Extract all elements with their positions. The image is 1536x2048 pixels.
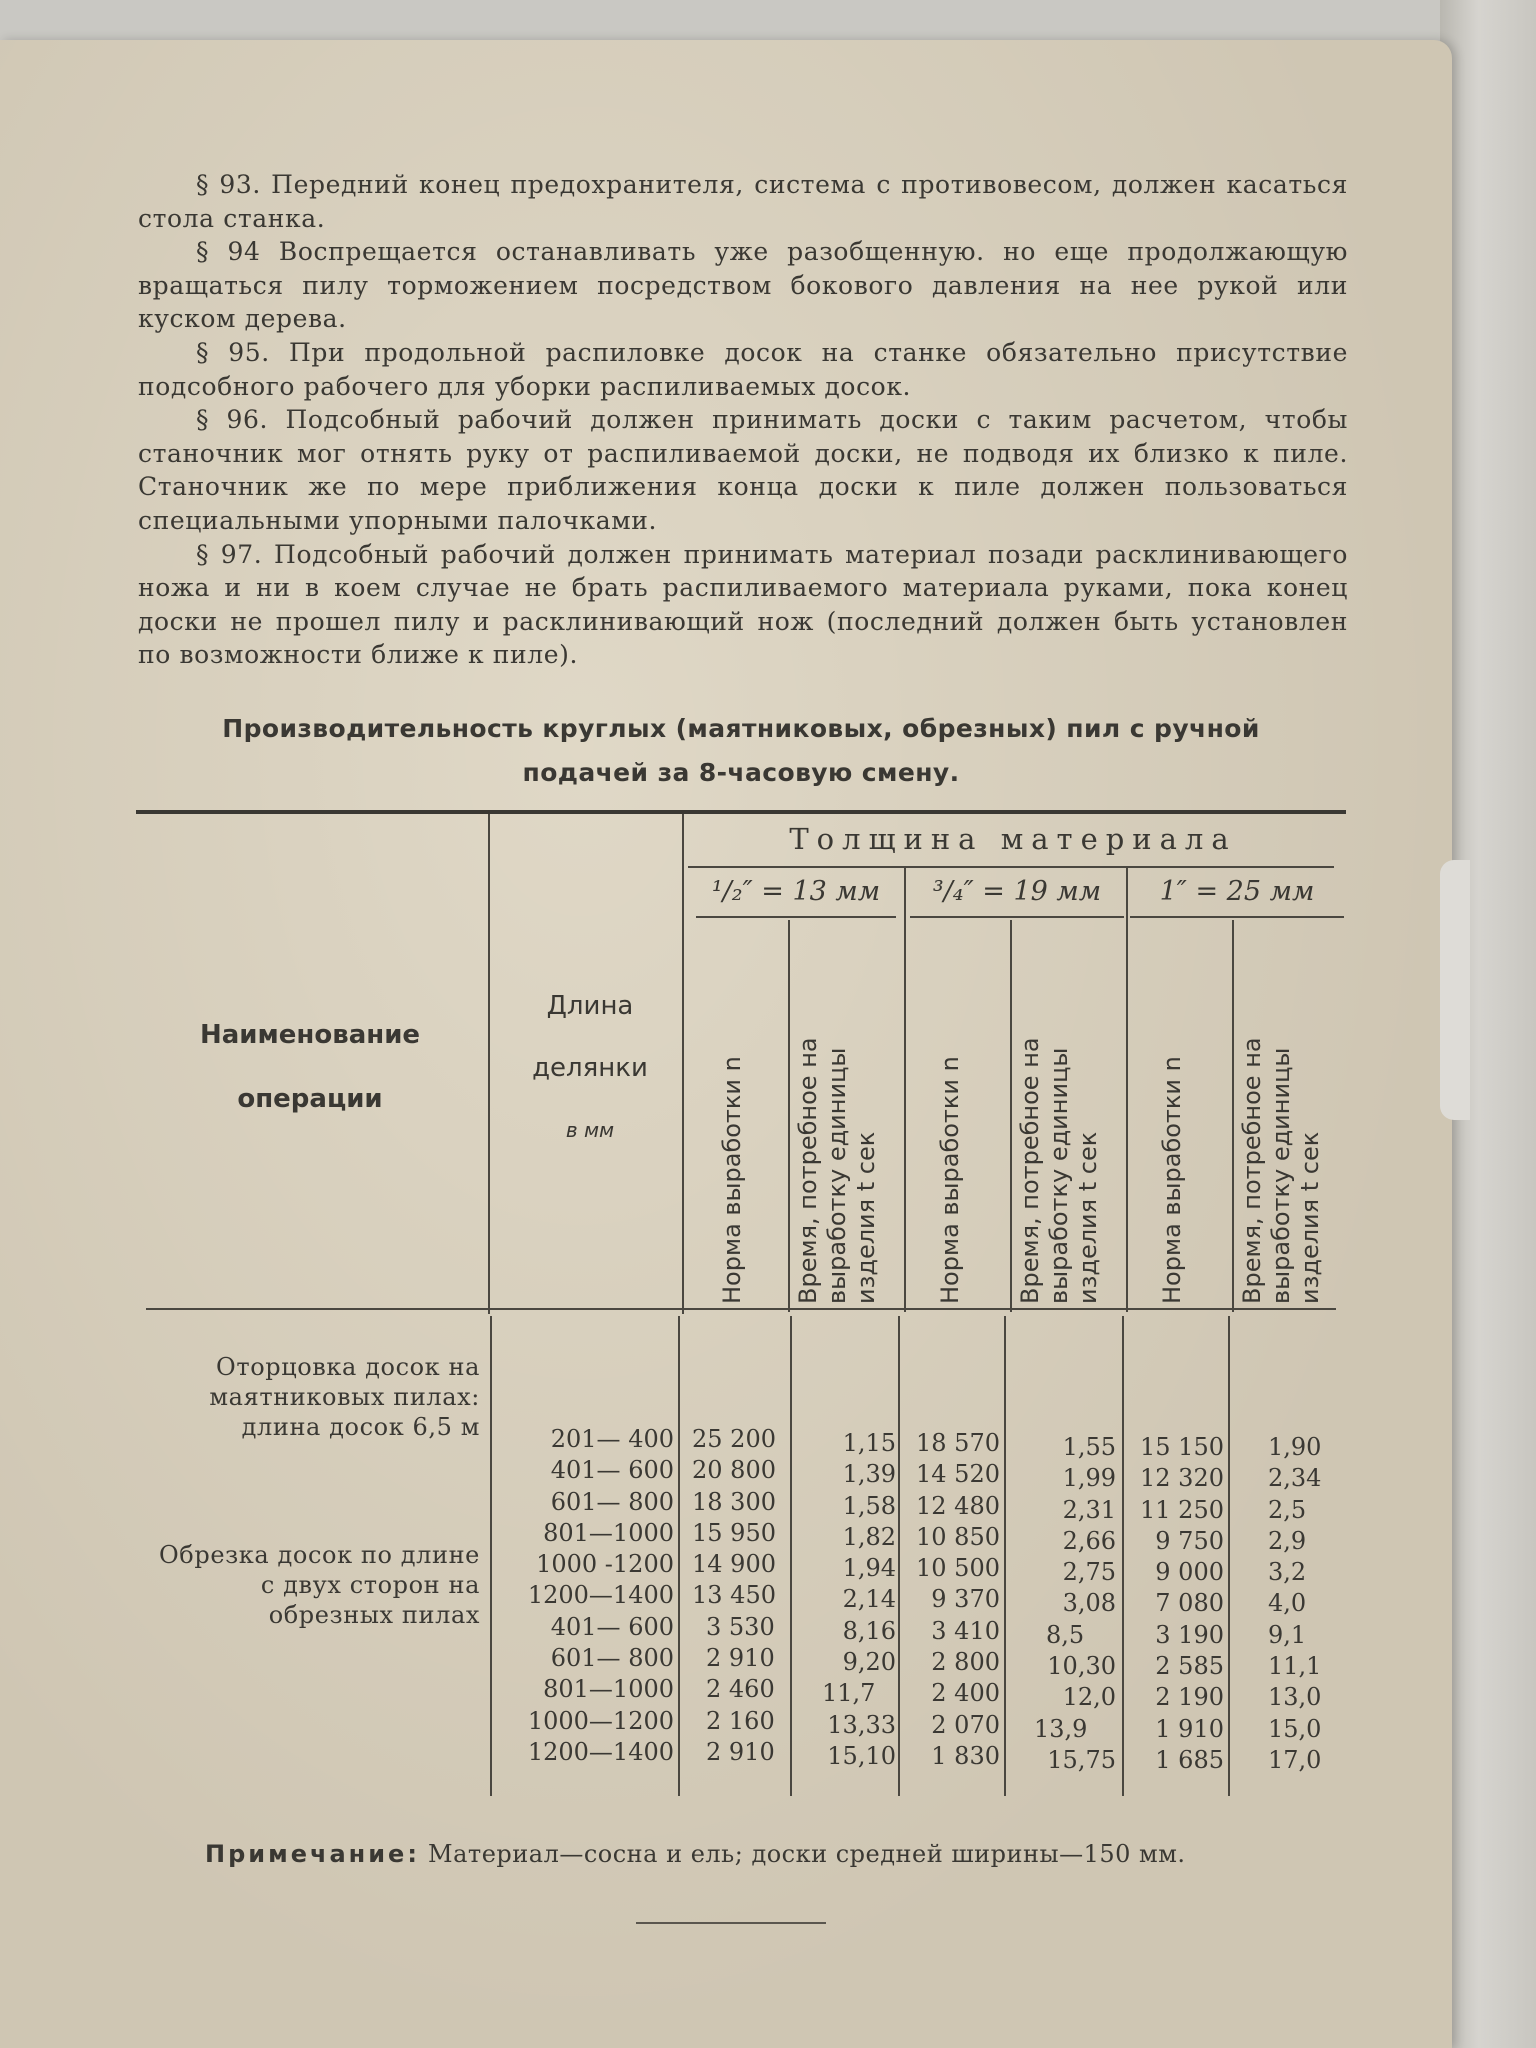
table-cell: 11,7 [822, 1679, 876, 1708]
note-label: Примечание: [205, 1840, 420, 1868]
table-cell: 9,20 [842, 1648, 896, 1677]
table-cell: 12 320 [1140, 1464, 1224, 1493]
table-cell: 2 070 [931, 1710, 1000, 1739]
table-cell: 25 200 [692, 1425, 776, 1453]
table-cell: 1 910 [1155, 1714, 1224, 1743]
table-cell: 1,90 [1268, 1433, 1322, 1461]
table-cell: 2 585 [1155, 1652, 1224, 1681]
table-cell: 10,30 [1047, 1652, 1116, 1681]
operation-trim: Обрезка досок по длине с двух сторон на обрезных пилах [159, 1541, 480, 1629]
paragraph-94: § 94 Воспрещается останавливать уже разобщенную. но еще продолжающую вращаться пилу торможением посредством бокового давления на нее рукой или куском дерева. [138, 237, 1348, 334]
table-cell: 15 150 [1140, 1433, 1224, 1461]
table-cell: 1,39 [842, 1460, 896, 1489]
table-cell: 4,0 [1268, 1589, 1307, 1618]
table-cell: 2,75 [1062, 1558, 1116, 1587]
column-time-25 [1268, 1432, 1348, 1776]
table-cell: 3 190 [1155, 1620, 1224, 1649]
table-cell: 1000—1200 [527, 1706, 674, 1735]
header-length [495, 975, 685, 1161]
table-cell: 10 500 [916, 1554, 1000, 1583]
table-cell: 15,0 [1268, 1714, 1322, 1743]
table-cell: 801—1000 [543, 1518, 674, 1547]
table-cell: 1 685 [1155, 1745, 1224, 1774]
header-bottom-rule [146, 1308, 1336, 1310]
table-cell: 2,14 [842, 1585, 896, 1614]
table-cell: 1200—1400 [527, 1737, 674, 1766]
table-cell: 11 250 [1140, 1495, 1224, 1524]
sub-rule-13 [696, 916, 896, 918]
table-cell: 18 570 [916, 1429, 1000, 1457]
header-operation-text: Наименование операции [200, 1020, 421, 1114]
paragraph-96: § 96. Подсобный рабочий должен принимать доски с таким расчетом, чтобы станочник мог отнять руку от распиливаемой доски, не подводя их близко к пиле. Станочник же по мере приближения конца доски к пиле должен пользоваться специальными упорными палочками. [138, 405, 1348, 535]
header-time-13: Время, потребное на выработку единицы изделия t сек [794, 1037, 880, 1304]
operation-crosscut: Оторцовка досок на маятниковых пилах: длина досок 6,5 м [209, 1353, 480, 1441]
table-cell: 9,1 [1268, 1620, 1307, 1649]
table-cell: 3,08 [1062, 1589, 1116, 1618]
header-thickness: Толщина материала [789, 822, 1237, 856]
table-cell: 15,10 [827, 1741, 896, 1770]
header-length-line-1: Длина [546, 991, 634, 1021]
column-length [496, 1424, 674, 1768]
col-divider-7 [1232, 920, 1234, 1312]
table-cell: 13,0 [1268, 1683, 1322, 1712]
column-norm-13 [692, 1424, 788, 1768]
table-cell: 2 460 [706, 1675, 775, 1704]
table-cell: 2 190 [1155, 1683, 1224, 1712]
col-divider-5 [1010, 920, 1012, 1312]
table-cell: 7 080 [1155, 1589, 1224, 1618]
col-divider-4 [904, 868, 906, 1312]
header-length-unit: в мм [565, 1118, 615, 1142]
table-cell: 13 450 [692, 1581, 776, 1610]
col-divider-3 [788, 920, 790, 1312]
table-cell: 2 400 [931, 1679, 1000, 1708]
footer-rule [636, 1922, 826, 1924]
table-cell: 14 520 [916, 1460, 1000, 1489]
table-cell: 1,55 [1062, 1433, 1116, 1461]
column-time-19 [1006, 1432, 1116, 1776]
header-thickness-19mm: ³/₄″ = 19 мм [932, 876, 1102, 907]
table-cell: 2 160 [706, 1706, 775, 1735]
table-top-rule [136, 810, 1346, 814]
header-length-line-2: делянки [532, 1053, 648, 1083]
header-time-19: Время, потребное на выработку единицы изделия t сек [1016, 1037, 1102, 1304]
header-operation [140, 1003, 480, 1131]
column-time-13 [792, 1428, 896, 1772]
table-caption [130, 707, 1352, 795]
table-cell: 3 410 [931, 1616, 1000, 1645]
table-cell: 12,0 [1062, 1683, 1116, 1712]
thickness-rule [688, 866, 1334, 868]
table-caption-line-2: подачей за 8-часовую смену. [522, 758, 960, 787]
table-cell: 20 800 [692, 1456, 776, 1485]
table-cell: 1,99 [1062, 1464, 1116, 1493]
sub-rule-19 [910, 916, 1124, 918]
table-caption-line-1: Производительность круглых (маятниковых, обрезных) пил с ручной [222, 714, 1260, 743]
table-cell: 601— 800 [550, 1644, 674, 1673]
table-cell: 2,31 [1062, 1495, 1116, 1524]
table-cell: 13,9 [1034, 1714, 1088, 1743]
table-cell: 11,1 [1268, 1652, 1322, 1681]
header-norm-25: Норма выработки n [1158, 1056, 1186, 1304]
table-cell: 15 950 [692, 1518, 776, 1547]
body-divider-1 [490, 1316, 492, 1796]
table-cell: 401— 600 [550, 1612, 674, 1641]
table-cell: 10 850 [916, 1522, 1000, 1551]
table-cell: 3 530 [706, 1612, 775, 1641]
table-cell: 12 480 [916, 1491, 1000, 1520]
header-time-25: Время, потребное на выработку единицы изделия t сек [1238, 1037, 1324, 1304]
table-cell: 18 300 [692, 1487, 776, 1516]
header-norm-13: Норма выработки n [718, 1056, 746, 1304]
table-cell: 8,5 [1046, 1620, 1085, 1649]
table-cell: 601— 800 [550, 1487, 674, 1516]
table-cell: 9 370 [931, 1585, 1000, 1614]
table-cell: 1200—1400 [527, 1581, 674, 1610]
table-cell: 15,75 [1047, 1745, 1116, 1774]
note-text: Материал—сосна и ель; доски средней ширины—150 мм. [419, 1840, 1186, 1868]
table-cell: 17,0 [1268, 1745, 1322, 1774]
column-norm-25 [1124, 1432, 1224, 1776]
table-cell: 13,33 [827, 1710, 896, 1739]
sub-rule-25 [1130, 916, 1344, 918]
table-cell: 2,34 [1268, 1464, 1322, 1493]
body-divider-7 [1228, 1316, 1230, 1796]
table-cell: 2 910 [706, 1644, 775, 1673]
table-cell: 8,16 [842, 1616, 896, 1645]
table-cell: 1,82 [842, 1522, 896, 1551]
table-cell: 401— 600 [550, 1456, 674, 1485]
header-norm-19: Норма выработки n [936, 1056, 964, 1304]
paragraph-97: § 97. Подсобный рабочий должен принимать материал позади расклинивающего ножа и ни в коем случае не брать распиливаемого материала руками, пока конец доски не прошел пилу и расклинивающий нож (последний должен быть установлен по возможности ближе к пиле). [138, 539, 1348, 670]
paragraph-93: § 93. Передний конец предохранителя, система с противовесом, должен касаться стола станка. [138, 170, 1348, 233]
table-cell: 14 900 [692, 1550, 776, 1579]
header-thickness-25mm: 1″ = 25 мм [1159, 876, 1315, 907]
table-cell: 3,2 [1268, 1558, 1307, 1587]
column-norm-19 [900, 1428, 1000, 1772]
table-cell: 1000 -1200 [536, 1550, 674, 1579]
table-cell: 201— 400 [550, 1425, 674, 1453]
table-cell: 1,94 [842, 1554, 896, 1583]
table-cell: 1,58 [842, 1491, 896, 1520]
body-divider-2 [678, 1316, 680, 1796]
table-cell: 1,15 [842, 1429, 896, 1457]
col-divider-6 [1126, 868, 1128, 1312]
rules-text [138, 168, 1348, 672]
page-edge-tear [1440, 860, 1470, 1120]
table-cell: 801—1000 [543, 1675, 674, 1704]
header-thickness-13mm: ¹/₂″ = 13 мм [711, 876, 881, 907]
col-divider-1 [488, 814, 490, 1314]
table-cell: 2,9 [1268, 1526, 1307, 1555]
table-cell: 2 910 [706, 1737, 775, 1766]
table-cell: 2,5 [1268, 1495, 1307, 1524]
table-cell: 1 830 [931, 1741, 1000, 1770]
table-cell: 2 800 [931, 1648, 1000, 1677]
table-cell: 2,66 [1062, 1526, 1116, 1555]
table-cell: 9 750 [1155, 1526, 1224, 1555]
table-cell: 9 000 [1155, 1558, 1224, 1587]
table-note [205, 1840, 1365, 1868]
paragraph-95: § 95. При продольной распиловке досок на станке обязательно присутствие подсобного рабочего для уборки распиливаемых досок. [138, 337, 1348, 401]
